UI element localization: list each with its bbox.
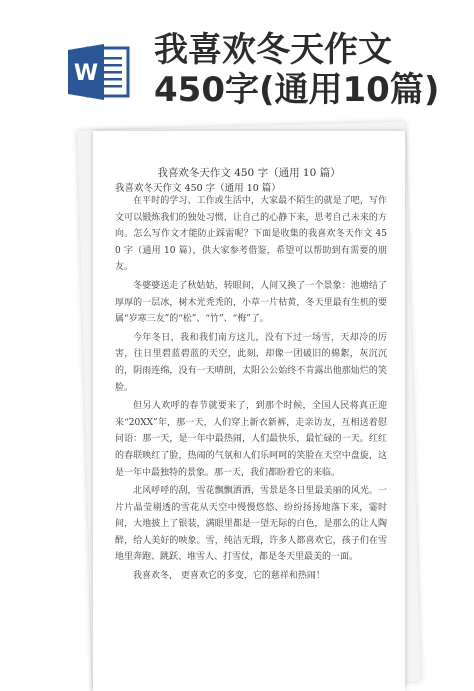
- document-subtitle: 我喜欢冬天作文 450 字（通用 10 篇）: [115, 183, 281, 194]
- word-doc-icon: [66, 42, 130, 102]
- paragraph: 我喜欢冬， 更喜欢它的多变，它的慈祥和热闹！: [133, 571, 325, 582]
- paragraph: 今年冬日，我和我们南方这儿，没有下过一场雪，天却冷的厉害，往日里碧蓝碧蓝的天空，此刻，却像一团破旧的棉絮，灰沉沉的，阴雨连绵，没有一天晴朗，太阳公公始终不肯露出他那灿烂的笑脸。: [115, 332, 387, 393]
- svg-text:W: W: [73, 61, 99, 86]
- page-title: 我喜欢冬天作文450字(通用10篇): [154, 30, 440, 110]
- paragraph: 但另人欢呼的春节就要来了，到那个时候，全国人民将真正迎来“20XX”年，那一天，人们穿上新衣新裤，走亲访友，互相送着慰问语：那一天，是一年中最热闹，人们最快乐，最忙碌的一天。红红的春联映红了脸，热闹的气氛和人们乐呵呵的笑脸在天空中盘旋，这是一年中最独特的景象。那一天，我们都盼着它的来临。: [115, 401, 387, 478]
- document-title: 我喜欢冬天作文 450 字（通用 10 篇）: [157, 167, 341, 179]
- document-body: [115, 193, 387, 587]
- document-page: [93, 131, 405, 691]
- paragraph: 北风呼呼的刮，雪花飘飘洒洒，雪景是冬日里最美丽的风光。一片片晶莹剔透的雪花从天空中慢慢悠悠、纷纷扬扬地落下来，霎时间，大地披上了银装，满眼里都是一望无际的白色，是那么的让人陶醉，给人美好的映象。雪，纯洁无瑕，许多人都喜欢它，孩子们在雪地里奔跑、跳跃、堆雪人、打雪仗，都是冬天里最美的一面。: [115, 486, 387, 563]
- paragraph: 冬婆婆送走了秋姑姑，转眼间，人间又换了一个景象：池塘结了厚厚的一层冰，树木光秃秃的，小草一片枯黄，冬天里最有生机的要属“岁寒三友”的“松”、“竹”、“梅”了。: [115, 280, 387, 325]
- hero-banner: [0, 0, 474, 130]
- paragraph: 在平时的学习、工作或生活中，大家最不陌生的就是了吧，写作文可以锻炼我们的独处习惯，让自己的心静下来，思考自己未来的方向。怎么写作文才能防止踩雷呢？下面是收集的我喜欢冬天作文 450 字（通用 10 篇），供大家参考借鉴，希望可以帮助到有需要的朋友。: [115, 196, 387, 273]
